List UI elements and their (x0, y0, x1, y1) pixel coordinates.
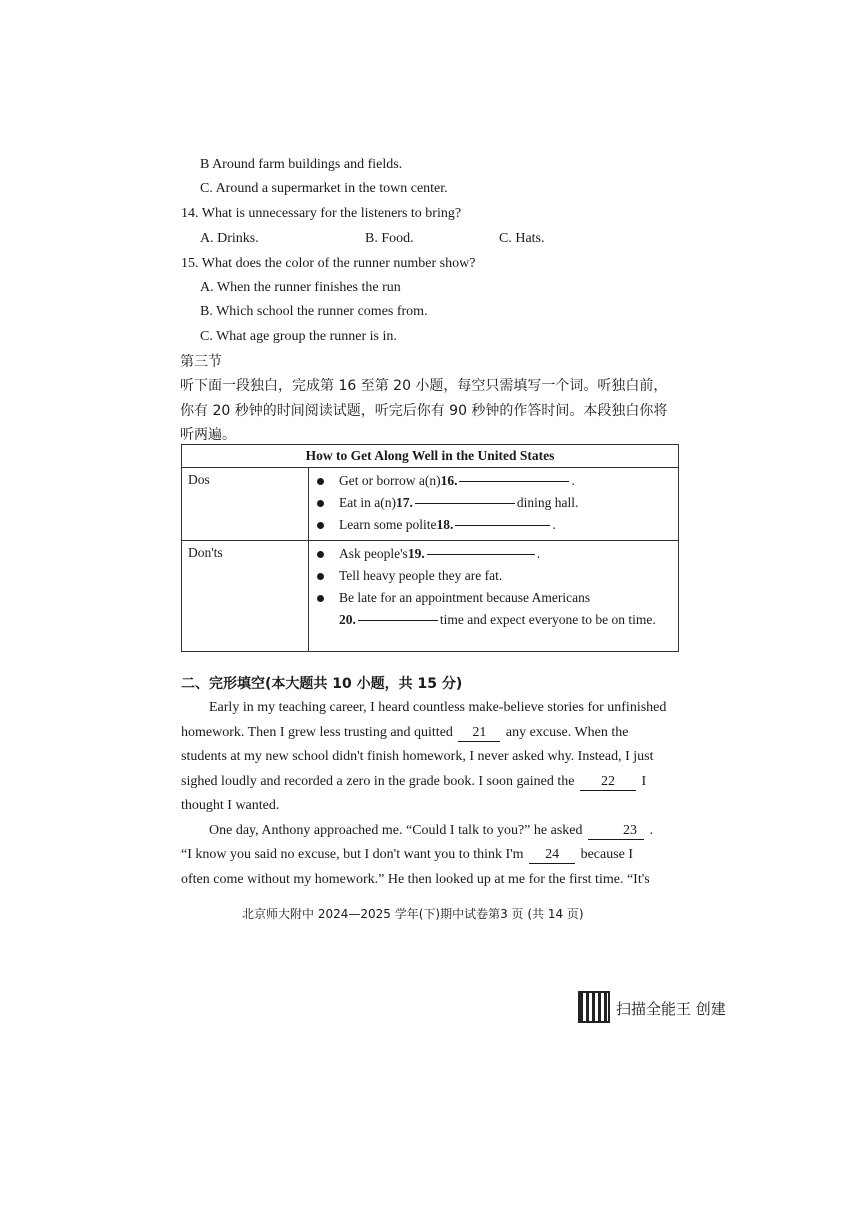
bullet-icon (317, 595, 324, 602)
cloze-blank-22[interactable]: 22 (580, 774, 636, 791)
q13-option-c: C. Around a supermarket in the town center. (200, 181, 448, 196)
dos-item-16: Get or borrow a(n) 16. . (309, 470, 678, 492)
cloze-line-8: often come without my homework.” He then looked up at me for the first time. “It's (181, 871, 650, 887)
answer-blank-16[interactable] (459, 481, 569, 482)
donts-label: Don'ts (182, 541, 309, 652)
cloze-passage (181, 696, 677, 892)
q15-option-b: B. Which school the runner comes from. (200, 304, 428, 319)
cloze-line-1: Early in my teaching career, I heard countless make-believe stories for unfinished (209, 700, 667, 715)
donts-item-20: 20. time and expect everyone to be on time. (339, 612, 656, 627)
q14-question: 14. What is unnecessary for the listeners to bring? (181, 206, 462, 221)
listening-notes-table (181, 444, 679, 652)
cloze-line-3: students at my new school didn't finish homework, I never asked why. Instead, I just (181, 749, 654, 764)
table-title: How to Get Along Well in the United States (182, 445, 679, 468)
dos-label: Dos (182, 468, 309, 541)
answer-blank-18[interactable] (455, 525, 550, 526)
donts-item-19: Ask people's 19. . (309, 543, 678, 565)
q14-option-a: A. Drinks. (200, 231, 259, 246)
answer-blank-20[interactable] (358, 620, 438, 621)
q15-option-c: C. What age group the runner is in. (200, 329, 397, 344)
dos-item-18: Learn some polite 18. . (309, 514, 678, 536)
section3-instructions-3: 听两遍。 (180, 427, 236, 443)
answer-blank-17[interactable] (415, 503, 515, 504)
cloze-line-7: “I know you said no excuse, but I don't want you to think I'm 24 because I (181, 847, 634, 862)
bullet-icon (317, 478, 324, 485)
cloze-line-5: thought I wanted. (181, 798, 280, 813)
section3-title: 第三节 (180, 354, 222, 370)
q13-option-b: B Around farm buildings and fields. (200, 157, 403, 172)
q14-option-c: C. Hats. (499, 231, 545, 246)
q15-question: 15. What does the color of the runner number show? (181, 256, 476, 271)
bullet-icon (317, 551, 324, 558)
qr-code-icon (578, 991, 610, 1023)
scanner-label: 扫描全能王 创建 (616, 1000, 726, 1018)
bullet-icon (317, 522, 324, 529)
dos-item-17: Eat in a(n) 17. dining hall. (309, 492, 678, 514)
donts-item-late: Be late for an appointment because Americans (309, 587, 678, 609)
bullet-icon (317, 573, 324, 580)
donts-item-fat: Tell heavy people they are fat. (309, 565, 678, 587)
part2-heading: 二、完形填空(本大题共 10 小题，共 15 分) (181, 676, 463, 692)
cloze-blank-21[interactable]: 21 (458, 725, 500, 742)
cloze-line-6: One day, Anthony approached me. “Could I talk to you?” he asked 23 . (209, 822, 653, 838)
answer-blank-19[interactable] (427, 554, 535, 555)
bullet-icon (317, 500, 324, 507)
section3-instructions-2: 你有 20 秒钟的时间阅读试题，听完后你有 90 秒钟的作答时间。本段独白你将 (180, 403, 668, 419)
cloze-line-4: sighed loudly and recorded a zero in the grade book. I soon gained the 22 I (181, 773, 647, 789)
cloze-blank-24[interactable]: 24 (529, 847, 575, 864)
q14-option-b: B. Food. (365, 231, 414, 246)
cloze-blank-23[interactable]: 23 (588, 823, 644, 840)
section3-instructions-1: 听下面一段独白，完成第 16 至第 20 小题，每空只需填写一个词。听独白前， (180, 378, 668, 394)
page-footer: 北京师大附中 2024—2025 学年(下)期中试卷第3 页 (共 14 页) (242, 907, 584, 921)
q15-option-a: A. When the runner finishes the run (200, 280, 401, 295)
cloze-line-2: homework. Then I grew less trusting and quitted 21 any excuse. When the (181, 724, 629, 740)
